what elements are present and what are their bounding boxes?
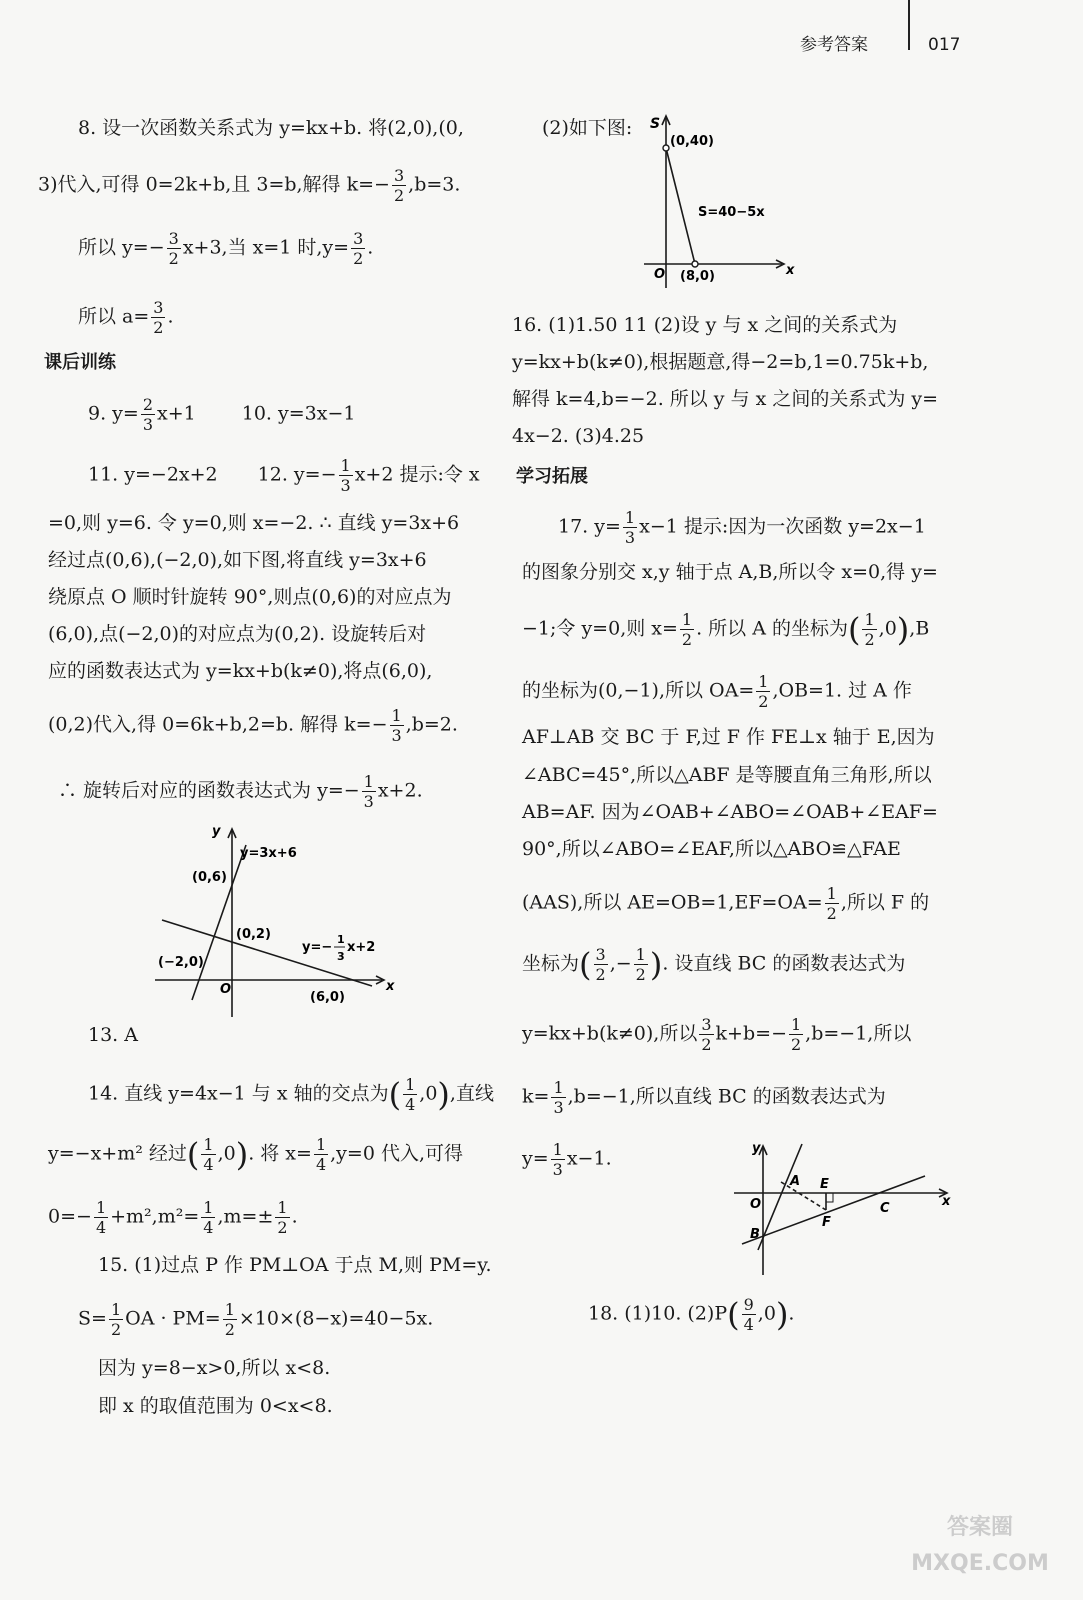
open-point-8-0 (692, 261, 698, 267)
question-9-10: 9. y= $\frac{2}{3}$ x+1 10. y=3x−1 (88, 395, 356, 434)
label-p02: (0,2) (236, 927, 271, 942)
label-line2-den: 3 (337, 950, 345, 963)
svg-text:A: A (790, 1174, 801, 1189)
q15-part2-label: (2)如下图: (542, 117, 633, 139)
label-pm20: (−2,0) (158, 955, 204, 970)
label-line: S=40−5x (698, 205, 765, 220)
svg-text:B: B (750, 1227, 760, 1242)
svg-text:E: E (820, 1177, 829, 1192)
q14-line1: 14. 直线 y=4x−1 与 x 轴的交点为( $\frac{1}{4}$ ,0),直线 (88, 1075, 494, 1114)
origin-label: O (654, 267, 666, 282)
label-p60: (6,0) (310, 990, 345, 1005)
area-graph (640, 112, 800, 292)
rotation-graph (150, 825, 400, 1020)
header-divider (908, 0, 910, 50)
y-label: y (212, 825, 221, 839)
label-line2-num: 1 (337, 933, 345, 946)
q17-line11: y=kx+b(k≠0),所以 $\frac{3}{2}$ k+b=− $\frac{1}{2}$ ,b=−1,所以 (522, 1015, 912, 1054)
question-13: 13. A (88, 1024, 138, 1046)
x-label: x (786, 263, 795, 278)
svg-text:F: F (822, 1215, 831, 1230)
triangle-graph (730, 1140, 960, 1280)
label-p040: (0,40) (670, 134, 714, 149)
q17-line9: (AAS),所以 AE=OB=1,EF=OA= $\frac{1}{2}$ ,所以 F 的 (522, 884, 930, 923)
label-p80: (8,0) (680, 269, 715, 284)
q8-line1: 8. 设一次函数关系式为 y=kx+b. 将(2,0),(0, (78, 117, 464, 139)
section-title-practice: 课后训练 (44, 352, 116, 373)
label-line2: y=− (302, 940, 333, 955)
q11-line7: (0,2)代入,得 0=6k+b,2=b. 解得 k=− $\frac{1}{3}$ ,b=2. (48, 706, 458, 745)
watermark: 答案圈 MXQE.COM (911, 1515, 1049, 1576)
question-18: 18. (1)10. (2)P( $\frac{9}{4}$ ,0). (588, 1295, 795, 1334)
page-number: 017 (928, 35, 961, 55)
q8-line4: 所以 a= $\frac{3}{2}$ . (78, 298, 174, 337)
q11-line1: 11. y=−2x+2 12. y=− $\frac{1}{3}$ x+2 提示:令 x (88, 456, 480, 495)
q17-line12: k= $\frac{1}{3}$ ,b=−1,所以直线 BC 的函数表达式为 (522, 1078, 886, 1117)
q17-line1: 17. y= $\frac{1}{3}$ x−1 提示:因为一次函数 y=2x−1 (558, 508, 926, 547)
origin-label: O (220, 982, 232, 997)
line-y-3x-plus-6 (192, 845, 246, 1000)
svg-text:y: y (752, 1141, 761, 1156)
q14-line2: y=−x+m² 经过( $\frac{1}{4}$ ,0). 将 x= $\frac{1}{4}$ ,y=0 代入,可得 (48, 1135, 464, 1174)
open-point-0-40 (663, 145, 669, 151)
q8-line2: 3)代入,可得 0=2k+b,且 3=b,解得 k=− $\frac{3}{2}$ ,b=3. (38, 166, 461, 205)
right-angle-mark (826, 1193, 833, 1202)
header-title: 参考答案 (800, 35, 868, 55)
svg-text:C: C (880, 1201, 890, 1216)
line-ab (758, 1144, 802, 1250)
q11-line8: ∴ 旋转后对应的函数表达式为 y=− $\frac{1}{3}$ x+2. (58, 772, 423, 811)
line-bc (742, 1176, 925, 1244)
s-label: S (650, 116, 661, 132)
q17-line13: y= $\frac{1}{3}$ x−1. (522, 1140, 612, 1179)
q14-line3: 0=− $\frac{1}{4}$ +m²,m²= $\frac{1}{4}$ ,m=± $\frac{1}{2}$ . (48, 1198, 298, 1237)
x-label: x (386, 979, 395, 994)
q17-line3: −1;令 y=0,则 x= $\frac{1}{2}$ . 所以 A 的坐标为( $\frac{1}{2}$ ,0),B (522, 610, 930, 649)
label-line2-tail: x+2 (347, 940, 376, 955)
line-s-40-minus-5x (666, 148, 695, 264)
svg-text:O: O (750, 1197, 762, 1212)
q17-line4: 的坐标为(0,−1),所以 OA= $\frac{1}{2}$ ,OB=1. 过 A 作 (522, 672, 912, 711)
q17-line10: 坐标为( $\frac{3}{2}$ ,− $\frac{1}{2}$ ). 设直线 BC 的函数表达式为 (522, 945, 906, 984)
q15-line2: S= $\frac{1}{2}$ OA · PM= $\frac{1}{2}$ ×10×(8−x)=40−5x. (78, 1300, 434, 1339)
label-line1: y=3x+6 (240, 846, 297, 861)
section-title-extension: 学习拓展 (516, 466, 588, 487)
q8-line3: 所以 y=− $\frac{3}{2}$ x+3,当 x=1 时,y= $\frac{3}{2}$ . (78, 229, 374, 268)
label-p06: (0,6) (192, 870, 227, 885)
svg-text:x: x (942, 1194, 951, 1209)
